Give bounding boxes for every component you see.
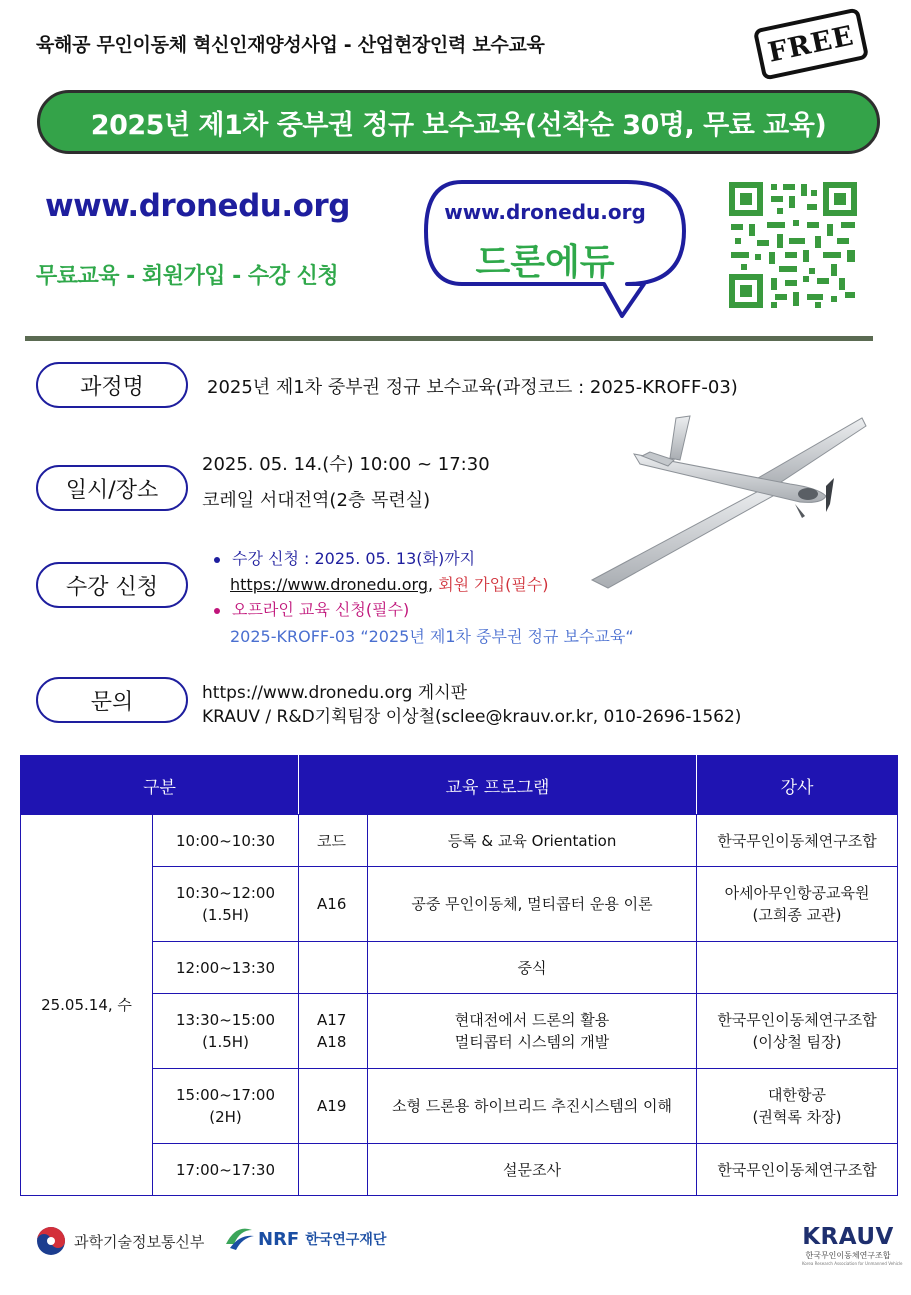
time-cell (153, 1069, 299, 1144)
code-text: A16 (317, 895, 347, 913)
code-text: A18 (317, 1033, 347, 1051)
place-value: 코레일 서대전역(2층 목련실) (202, 490, 431, 511)
bubble-brand-name: 드론에듀 (475, 242, 615, 283)
time-text: 13:30~15:00 (175, 1011, 276, 1029)
apply-link[interactable]: https://www.dronedu.org (230, 575, 429, 594)
krauv-name: 한국무인이동체연구조합 (805, 1251, 891, 1260)
nrf-logo-text: NRF (258, 1228, 300, 1250)
program-text: 등록 & 교육 Orientation (447, 831, 617, 850)
table-row (21, 942, 898, 994)
section-divider (25, 336, 873, 341)
course-banner (37, 90, 880, 154)
label-contact: 문의 (36, 677, 188, 723)
msit-logo (36, 1226, 204, 1256)
table-header-row (21, 756, 898, 815)
apply-link-sep: , (428, 575, 439, 594)
code-text: A19 (317, 1097, 347, 1115)
course-name-value: 2025년 제1차 중부권 정규 보수교육(과정코드 : 2025-KROFF-03) (207, 377, 738, 398)
contact-line-1: https://www.dronedu.org 게시판 (202, 683, 468, 703)
drone-image (590, 412, 870, 592)
code-cell (299, 867, 368, 942)
label-datetime-place: 일시/장소 (36, 465, 188, 511)
taegeuk-icon (36, 1226, 66, 1256)
table-row (21, 815, 898, 867)
label-course-name: 과정명 (36, 362, 188, 408)
program-cell (368, 994, 697, 1069)
time-text: 10:00~10:30 (175, 831, 276, 850)
program-text: 중식 (517, 958, 547, 977)
bullet-dot (214, 608, 220, 614)
time-text: 15:00~17:00 (175, 1086, 276, 1104)
program-cell (368, 815, 697, 867)
program-text: 소형 드론용 하이브리드 추진시스템의 이해 (392, 1097, 672, 1115)
time-cell (153, 815, 299, 867)
instructor-sub-text: (권혁록 차장) (752, 1108, 842, 1126)
code-cell (299, 942, 368, 994)
nrf-logo (222, 1222, 386, 1256)
instructor-text: 한국무인이동체연구조합 (717, 1011, 877, 1029)
qr-code[interactable] (727, 180, 859, 310)
program-text: 현대전에서 드론의 활용 (454, 1011, 610, 1029)
apply-bullet-2 (214, 597, 409, 620)
site-url-heading[interactable]: www.dronedu.org (45, 188, 350, 224)
apply-deadline: 수강 신청 : 2025. 05. 13(화)까지 (232, 549, 476, 568)
program-cell (368, 1144, 697, 1196)
offline-apply-course: 2025-KROFF-03 “2025년 제1차 중부권 정규 보수교육“ (230, 627, 634, 646)
instructor-text: 아세아무인항공교육원 (724, 884, 870, 902)
program-text: 공중 무인이동체, 멀티콥터 운용 이론 (411, 895, 653, 913)
instructor-sub-text: (고희종 교관) (752, 906, 842, 924)
code-cell (299, 1069, 368, 1144)
code-cell (299, 1144, 368, 1196)
code-text: 코드 (317, 831, 346, 850)
time-cell (153, 1144, 299, 1196)
time-text: 12:00~13:30 (175, 958, 276, 977)
krauv-logo (802, 1224, 903, 1266)
instructor-cell (697, 1069, 898, 1144)
schedule-table (20, 755, 898, 1196)
instructor-cell (697, 815, 898, 867)
table-row (21, 1069, 898, 1144)
program-text: 멀티콥터 시스템의 개발 (454, 1033, 610, 1051)
krauv-name-en: Korea Research Association for Unmanned Vehicle (802, 1261, 903, 1266)
free-stamp (753, 7, 869, 80)
time-cell (153, 942, 299, 994)
instructor-text: 대한항공 (768, 1086, 826, 1104)
duration-text: (1.5H) (202, 906, 249, 924)
instructor-cell (697, 867, 898, 942)
nrf-name: 한국연구재단 (305, 1232, 387, 1248)
top-title: 육해공 무인이동체 혁신인재양성사업 - 산업현장인력 보수교육 (36, 34, 545, 56)
bubble-url: www.dronedu.org (444, 200, 646, 224)
program-cell (368, 1069, 697, 1144)
instructor-cell (697, 942, 898, 994)
nrf-swoosh-icon (222, 1222, 256, 1256)
header-instructor: 강사 (697, 756, 898, 815)
program-cell (368, 867, 697, 942)
signup-steps: 무료교육 - 회원가입 - 수강 신청 (36, 264, 339, 289)
label-apply: 수강 신청 (36, 562, 188, 608)
instructor-sub-text: (이상철 팀장) (752, 1033, 842, 1051)
code-cell (299, 994, 368, 1069)
datetime-value: 2025. 05. 14.(수) 10:00 ~ 17:30 (202, 454, 490, 475)
date-cell: 25.05.14, 수 (21, 815, 153, 1196)
speech-bubble (422, 176, 692, 326)
instructor-cell (697, 994, 898, 1069)
apply-membership-note: 회원 가입(필수) (438, 575, 549, 594)
code-cell (299, 815, 368, 867)
time-text: 17:00~17:30 (175, 1160, 276, 1179)
header-category: 구분 (21, 756, 299, 815)
instructor-cell (697, 1144, 898, 1196)
table-row (21, 1144, 898, 1196)
table-row (21, 867, 898, 942)
time-text: 10:30~12:00 (175, 884, 276, 902)
contact-line-2: KRAUV / R&D기획팀장 이상철(sclee@krauv.or.kr, 010-2696-1562) (202, 707, 742, 727)
offline-apply: 오프라인 교육 신청(필수) (232, 600, 410, 619)
duration-text: (2H) (209, 1108, 242, 1126)
time-cell (153, 867, 299, 942)
program-text: 설문조사 (503, 1160, 561, 1179)
instructor-text: 한국무인이동체연구조합 (717, 1160, 877, 1179)
apply-link-line (230, 572, 549, 595)
duration-text: (1.5H) (202, 1033, 249, 1051)
table-row (21, 994, 898, 1069)
apply-bullet-1 (214, 546, 475, 569)
code-text: A17 (317, 1011, 347, 1029)
header-program: 교육 프로그램 (299, 756, 697, 815)
msit-name: 과학기술정보통신부 (74, 1232, 205, 1251)
krauv-logo-text: KRAUV (802, 1224, 894, 1250)
bullet-dot (214, 557, 220, 563)
time-cell (153, 994, 299, 1069)
program-cell (368, 942, 697, 994)
instructor-text: 한국무인이동체연구조합 (717, 831, 877, 850)
free-stamp-text: FREE (765, 19, 857, 69)
course-banner-text: 2025년 제1차 중부권 정규 보수교육(선착순 30명, 무료 교육) (90, 109, 827, 141)
